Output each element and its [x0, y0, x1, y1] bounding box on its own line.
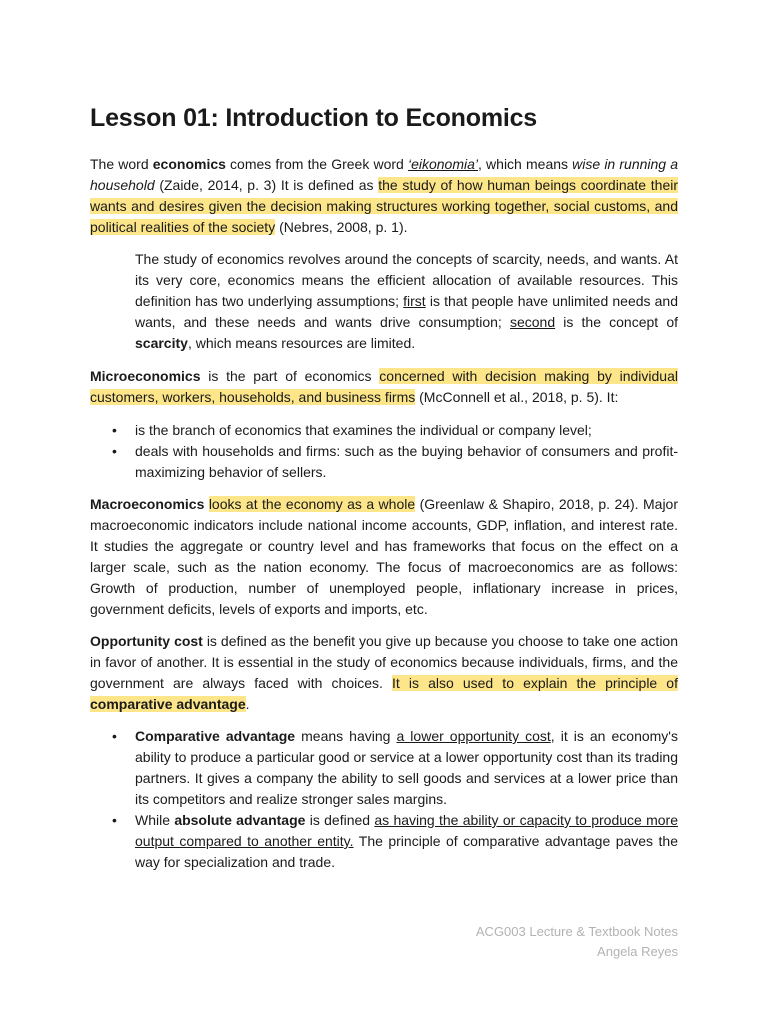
highlight-micro: concerned with decision making by individual customers, workers, households, and business firms: [90, 368, 678, 405]
list-item-absolute: • While absolute advantage is defined as having the ability or capacity to produce more output compared to another entity. The principle of comparative advantage paves the way for specialization and trade.: [90, 810, 678, 873]
page-footer: [476, 922, 678, 962]
microeconomics-paragraph: Microeconomics is the part of economics concerned with decision making by individual customers, workers, households, and business firms (McConnell et al., 2018, p. 5). It:: [90, 368, 678, 405]
term-microeconomics: Microeconomics: [90, 368, 201, 384]
microeconomics-list: [90, 420, 678, 483]
term-opportunity-cost: Opportunity cost: [90, 633, 203, 649]
highlight-definition: the study of how human beings coordinate their wants and desires given the decision making structures working together, social customs, and political realities of the society: [90, 177, 679, 235]
macroeconomics-paragraph: Macroeconomics looks at the economy as a whole (Greenlaw & Shapiro, 2018, p. 24). Major macroeconomic indicators include national income accounts, GDP, inflation, and interest rate. It studies the aggregate or country level and has frameworks that focus on the effect on a larger scale, such as the nation economy. The focus of macroeconomics are as follows: Growth of production, number of unemployed people, inflationary increase in prices, government deficits, levels of exports and imports, etc.: [90, 496, 679, 617]
highlight-macro: looks at the economy as a whole: [208, 496, 416, 512]
term-macroeconomics: Macroeconomics: [90, 496, 205, 512]
page-title: Lesson 01: Introduction to Economics: [90, 104, 538, 132]
intro-paragraph: The word economics comes from the Greek word ‘eikonomia’, which means wise in running a household (Zaide, 2014, p. 3) It is defined as the study of how human beings coordinate their wants and desires given the decision making structures working together, social customs, and political realities of the society (Nebres, 2008, p. 1).: [90, 156, 679, 235]
term-scarcity: scarcity: [135, 335, 188, 351]
greek-word: ‘eikonomia’: [407, 156, 479, 172]
list-item: • is the branch of economics that examines the individual or company level;: [90, 420, 678, 441]
footer-author: Angela Reyes: [597, 944, 678, 959]
term-economics: economics: [152, 156, 226, 172]
quote-paragraph: The study of economics revolves around the concepts of scarcity, needs, and wants. At its very core, economics means the efficient allocation of available resources. This definition has two underlying assumptions; first is that people have unlimited needs and wants, and these needs and wants drive consumption; second is the concept of scarcity, which means resources are limited.: [135, 251, 679, 351]
highlight-opportunity: It is also used to explain the principle of: [392, 675, 678, 691]
footer-course: ACG003 Lecture & Textbook Notes: [475, 924, 678, 939]
list-item-comparative: • Comparative advantage means having a lower opportunity cost, it is an economy's ability to produce a particular good or service at a lower opportunity cost than its trading partners. It gives a company the ability to sell goods and services at a lower price than its competitors and realize stronger sales margins.: [90, 726, 678, 810]
advantage-list: [90, 726, 678, 873]
list-item: • deals with households and firms: such as the buying behavior of consumers and profit-maximizing behavior of sellers.: [90, 441, 678, 483]
opportunity-cost-paragraph: Opportunity cost is defined as the benefit you give up because you choose to take one action in favor of another. It is essential in the study of economics because individuals, firms, and the government are always faced with choices. It is also used to explain the principle of comparative advantage.: [90, 633, 678, 712]
